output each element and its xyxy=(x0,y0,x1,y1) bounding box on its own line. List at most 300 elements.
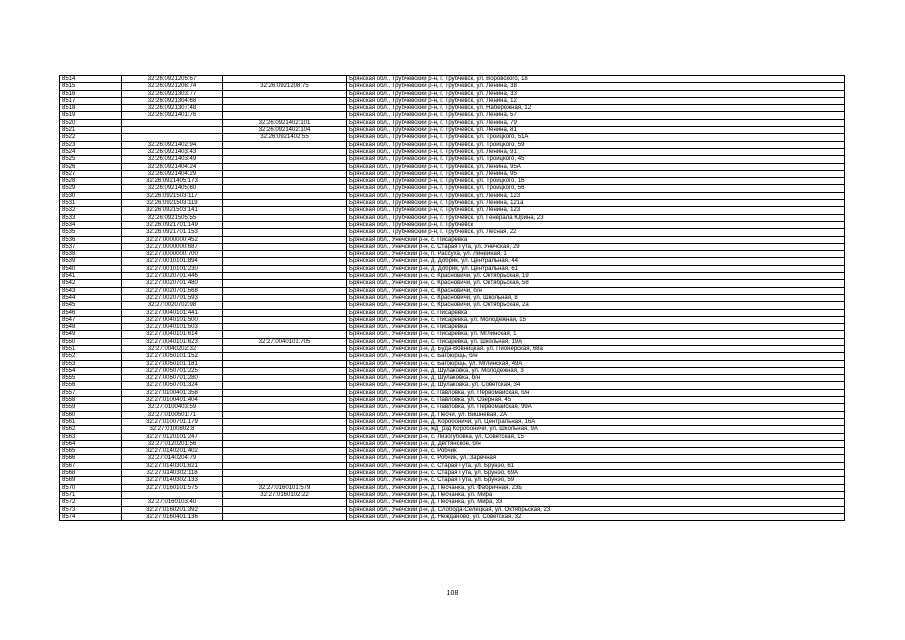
cadastral-number-cell: 32:26:0921503:141 xyxy=(122,207,223,214)
cadastral-number-cell: 32:27:0120101:247 xyxy=(122,433,223,440)
address-cell: Брянская обл., Унечский р-н, д. Шулаковка, ул. Советская, 34 xyxy=(347,382,845,389)
table-row xyxy=(60,214,845,221)
cadastral-number-cell xyxy=(122,127,223,134)
address-cell: Брянская обл., Унечский р-н, д. Песчанка, ул. Мира xyxy=(347,491,845,498)
table-row xyxy=(60,426,845,433)
row-number-cell: 8531 xyxy=(60,200,122,207)
related-cadastral-cell xyxy=(223,221,347,228)
table-row xyxy=(60,513,845,520)
related-cadastral-cell xyxy=(223,353,347,360)
table-row xyxy=(60,236,845,243)
related-cadastral-cell xyxy=(223,76,347,83)
registry-table xyxy=(59,75,845,521)
cadastral-number-cell: 32:26:0921503:119 xyxy=(122,200,223,207)
row-number-cell: 8524 xyxy=(60,148,122,155)
address-cell: Брянская обл., Унечский р-н, д. Песчанка, ул. Мира, 33 xyxy=(347,499,845,506)
related-cadastral-cell xyxy=(223,397,347,404)
cadastral-number-cell xyxy=(122,134,223,141)
row-number-cell: 8532 xyxy=(60,207,122,214)
address-cell: Брянская обл., Унечский р-н, д. Буда-Вовницкая, ул. Пионерская, 68а xyxy=(347,345,845,352)
related-cadastral-cell xyxy=(223,265,347,272)
table-row xyxy=(60,375,845,382)
related-cadastral-cell: 32:27:0040101:705 xyxy=(223,338,347,345)
address-cell: Брянская обл., Трубчевский р-н, г. Трубчевск, ул. Набережная, 12 xyxy=(347,105,845,112)
table-row xyxy=(60,207,845,214)
cadastral-number-cell: 32:27:0140301:621 xyxy=(122,462,223,469)
address-cell: Брянская обл., Трубчевский р-н, г. Трубчевск, ул. Ленина, 79 xyxy=(347,119,845,126)
row-number-cell: 8541 xyxy=(60,273,122,280)
cadastral-number-cell: 32:27:0050101:181 xyxy=(122,360,223,367)
related-cadastral-cell xyxy=(223,229,347,236)
table-row xyxy=(60,309,845,316)
related-cadastral-cell xyxy=(223,178,347,185)
address-cell: Брянская обл., Унечский р-н, с. Багоюрщь, б/н xyxy=(347,353,845,360)
related-cadastral-cell: 32:26:0921402:101 xyxy=(223,119,347,126)
table-row xyxy=(60,112,845,119)
cadastral-number-cell xyxy=(122,119,223,126)
row-number-cell: 8569 xyxy=(60,477,122,484)
address-cell: Брянская обл., Унечский р-н, с. Павловка, ул. Первомайская, 99А xyxy=(347,404,845,411)
table-row xyxy=(60,280,845,287)
row-number-cell: 8530 xyxy=(60,192,122,199)
row-number-cell: 8545 xyxy=(60,302,122,309)
related-cadastral-cell xyxy=(223,367,347,374)
cadastral-number-cell: 32:27:0100701:179 xyxy=(122,418,223,425)
related-cadastral-cell xyxy=(223,156,347,163)
row-number-cell: 8525 xyxy=(60,156,122,163)
related-cadastral-cell xyxy=(223,499,347,506)
table-row xyxy=(60,229,845,236)
related-cadastral-cell xyxy=(223,513,347,520)
table-row xyxy=(60,448,845,455)
cadastral-number-cell: 32:27:0040101:503 xyxy=(122,324,223,331)
row-number-cell: 8562 xyxy=(60,426,122,433)
address-cell: Брянская обл., Унечский р-н, д. Слобода-Селецкая, ул. Октябрьская, 23 xyxy=(347,506,845,513)
cadastral-number-cell: 32:26:0921404:24 xyxy=(122,163,223,170)
table-row xyxy=(60,418,845,425)
table-row xyxy=(60,265,845,272)
related-cadastral-cell xyxy=(223,287,347,294)
row-number-cell: 8558 xyxy=(60,397,122,404)
cadastral-number-cell: 32:26:0921403:49 xyxy=(122,156,223,163)
cadastral-number-cell: 32:26:0921304:68 xyxy=(122,97,223,104)
cadastral-number-cell: 32:27:0050101:152 xyxy=(122,353,223,360)
table-row xyxy=(60,506,845,513)
address-cell: Брянская обл., Унечский р-н, жд_рзд Коробоничи, ул. Школьная, 9А xyxy=(347,426,845,433)
row-number-cell: 8564 xyxy=(60,440,122,447)
address-cell: Брянская обл., Унечский р-н, с. Красновичи, ул. Октябрьская, 58 xyxy=(347,280,845,287)
address-cell: Брянская обл., Унечский р-н, с. Красновичи, б/н xyxy=(347,287,845,294)
related-cadastral-cell: 32:26:0921402:55 xyxy=(223,134,347,141)
cadastral-number-cell: 32:27:0160103:40 xyxy=(122,499,223,506)
related-cadastral-cell: 32:27:0160102:22 xyxy=(223,491,347,498)
cadastral-number-cell: 32:26:0921505:55 xyxy=(122,214,223,221)
row-number-cell: 8563 xyxy=(60,433,122,440)
cadastral-number-cell: 32:26:0921701:149 xyxy=(122,221,223,228)
address-cell: Брянская обл., Трубчевский р-н, г. Трубчевск, ул. Воровского, 18 xyxy=(347,76,845,83)
row-number-cell: 8572 xyxy=(60,499,122,506)
cadastral-number-cell: 32:27:0010101:894 xyxy=(122,258,223,265)
table-row xyxy=(60,440,845,447)
cadastral-number-cell xyxy=(122,491,223,498)
table-row xyxy=(60,251,845,258)
row-number-cell: 8533 xyxy=(60,214,122,221)
address-cell: Брянская обл., Унечский р-н, д. Добрик, ул. Центральная, 44 xyxy=(347,258,845,265)
related-cadastral-cell xyxy=(223,163,347,170)
row-number-cell: 8548 xyxy=(60,324,122,331)
table-row xyxy=(60,353,845,360)
table-row xyxy=(60,294,845,301)
row-number-cell: 8521 xyxy=(60,127,122,134)
row-number-cell: 8555 xyxy=(60,375,122,382)
related-cadastral-cell xyxy=(223,302,347,309)
related-cadastral-cell xyxy=(223,506,347,513)
related-cadastral-cell xyxy=(223,426,347,433)
address-cell: Брянская обл., Унечский р-н, с. Павловка, ул. Озерная, 45 xyxy=(347,397,845,404)
table-row xyxy=(60,331,845,338)
cadastral-number-cell: 32:26:0921405:173 xyxy=(122,178,223,185)
table-row xyxy=(60,477,845,484)
address-cell: Брянская обл., Унечский р-н, с. Лизогубовка, ул. Советская, 15 xyxy=(347,433,845,440)
address-cell: Брянская обл., Унечский р-н, с. Красновичи, ул. Октябрьская, 2а xyxy=(347,302,845,309)
related-cadastral-cell xyxy=(223,411,347,418)
row-number-cell: 8539 xyxy=(60,258,122,265)
address-cell: Брянская обл., Трубчевский р-н, г. Трубчевск, ул. Ленина, 57 xyxy=(347,112,845,119)
table-row xyxy=(60,470,845,477)
cadastral-number-cell: 32:27:0140204:79 xyxy=(122,455,223,462)
related-cadastral-cell xyxy=(223,243,347,250)
row-number-cell: 8543 xyxy=(60,287,122,294)
cadastral-number-cell: 32:27:0000000:700 xyxy=(122,251,223,258)
row-number-cell: 8522 xyxy=(60,134,122,141)
cadastral-number-cell: 32:27:0000000:687 xyxy=(122,243,223,250)
row-number-cell: 8540 xyxy=(60,265,122,272)
row-number-cell: 8528 xyxy=(60,178,122,185)
related-cadastral-cell xyxy=(223,214,347,221)
row-number-cell: 8517 xyxy=(60,97,122,104)
address-cell: Брянская обл., Трубчевский р-н, г. Трубчевск, ул. Ленина, 33 xyxy=(347,90,845,97)
cadastral-number-cell: 32:27:0100403:59 xyxy=(122,404,223,411)
cadastral-number-cell: 32:26:0921404:29 xyxy=(122,170,223,177)
address-cell: Брянская обл., Унечский р-н, п. Рассуха, ул. Линейная, 1 xyxy=(347,251,845,258)
row-number-cell: 8567 xyxy=(60,462,122,469)
cadastral-number-cell: 32:27:0140302:133 xyxy=(122,477,223,484)
table-row xyxy=(60,491,845,498)
address-cell: Брянская обл., Унечский р-н, д. Шулаковка, б/н xyxy=(347,375,845,382)
table-row xyxy=(60,127,845,134)
table-row xyxy=(60,170,845,177)
table-row xyxy=(60,185,845,192)
related-cadastral-cell xyxy=(223,440,347,447)
row-number-cell: 8568 xyxy=(60,470,122,477)
cadastral-number-cell: 32:27:0120201:56 xyxy=(122,440,223,447)
row-number-cell: 8527 xyxy=(60,170,122,177)
row-number-cell: 8553 xyxy=(60,360,122,367)
address-cell: Брянская обл., Трубчевский р-н, г. Трубчевск, ул. Ленина, 95А xyxy=(347,163,845,170)
table-row xyxy=(60,156,845,163)
row-number-cell: 8547 xyxy=(60,316,122,323)
cadastral-number-cell: 32:27:0040101:614 xyxy=(122,331,223,338)
address-cell: Брянская обл., Унечский р-н, с. Старая Гута, ул. Брунэо, 69А xyxy=(347,470,845,477)
cadastral-number-cell: 32:27:0140302:118 xyxy=(122,470,223,477)
table-row xyxy=(60,433,845,440)
address-cell: Брянская обл., Унечский р-н, д. Песчи, ул. Вишневая, 2А xyxy=(347,411,845,418)
related-cadastral-cell xyxy=(223,389,347,396)
table-row xyxy=(60,382,845,389)
related-cadastral-cell xyxy=(223,185,347,192)
related-cadastral-cell xyxy=(223,170,347,177)
address-cell: Брянская обл., Унечский р-н, с. Павловка, ул. Первомайская, б/н xyxy=(347,389,845,396)
related-cadastral-cell xyxy=(223,251,347,258)
related-cadastral-cell xyxy=(223,382,347,389)
address-cell: Брянская обл., Трубчевский р-н, г. Трубчевск xyxy=(347,221,845,228)
row-number-cell: 8518 xyxy=(60,105,122,112)
cadastral-number-cell: 32:26:0921402:94 xyxy=(122,141,223,148)
address-cell: Брянская обл., Трубчевский р-н, г. Трубчевск, ул. Ленина, 123 xyxy=(347,192,845,199)
cadastral-number-cell: 32:27:0020702:98 xyxy=(122,302,223,309)
table-row xyxy=(60,389,845,396)
address-cell: Брянская обл., Трубчевский р-н, г. Трубчевск, ул. Троицкого, 45 xyxy=(347,156,845,163)
row-number-cell: 8534 xyxy=(60,221,122,228)
table-row xyxy=(60,499,845,506)
address-cell: Брянская обл., Унечский р-н, с. Писаревка, ул. Школьная, 19А xyxy=(347,338,845,345)
related-cadastral-cell xyxy=(223,309,347,316)
row-number-cell: 8566 xyxy=(60,455,122,462)
related-cadastral-cell xyxy=(223,477,347,484)
address-cell: Брянская обл., Унечский р-н, с. Робчик, ул. Заречная xyxy=(347,455,845,462)
cadastral-number-cell: 32:27:0050701:324 xyxy=(122,382,223,389)
cadastral-number-cell: 32:26:0921205:67 xyxy=(122,76,223,83)
row-number-cell: 8544 xyxy=(60,294,122,301)
table-row xyxy=(60,338,845,345)
table-row xyxy=(60,484,845,491)
related-cadastral-cell xyxy=(223,148,347,155)
cadastral-number-cell: 32:27:0100802:8 xyxy=(122,426,223,433)
row-number-cell: 8523 xyxy=(60,141,122,148)
cadastral-number-cell: 32:27:0040202:32 xyxy=(122,345,223,352)
table-row xyxy=(60,200,845,207)
cadastral-number-cell: 32:26:0921208:74 xyxy=(122,83,223,90)
address-cell: Брянская обл., Трубчевский р-н, г. Трубчевск, ул. Ленина, 121а xyxy=(347,200,845,207)
table-row xyxy=(60,287,845,294)
address-cell: Брянская обл., Унечский р-н, с. Писаревка xyxy=(347,309,845,316)
row-number-cell: 8537 xyxy=(60,243,122,250)
page-number: 108 xyxy=(446,590,459,597)
table-row xyxy=(60,90,845,97)
row-number-cell: 8535 xyxy=(60,229,122,236)
cadastral-number-cell: 32:27:0050701:225 xyxy=(122,367,223,374)
related-cadastral-cell xyxy=(223,331,347,338)
address-cell: Брянская обл., Трубчевский р-н, г. Трубчевск, ул. Ленина, 12 xyxy=(347,97,845,104)
related-cadastral-cell xyxy=(223,200,347,207)
cadastral-number-cell: 32:27:0020701:593 xyxy=(122,294,223,301)
cadastral-number-cell: 32:27:0020701:446 xyxy=(122,273,223,280)
address-cell: Брянская обл., Унечский р-н, с. Красновичи, ул. Октябрьская, 19 xyxy=(347,273,845,280)
cadastral-number-cell: 32:26:0921401:76 xyxy=(122,112,223,119)
cadastral-number-cell: 32:26:0921701:153 xyxy=(122,229,223,236)
related-cadastral-cell xyxy=(223,105,347,112)
table-row xyxy=(60,345,845,352)
related-cadastral-cell xyxy=(223,273,347,280)
address-cell: Брянская обл., Унечский р-н, с. Багоюрщь, ул. Мглинская, 49А xyxy=(347,360,845,367)
related-cadastral-cell xyxy=(223,141,347,148)
related-cadastral-cell xyxy=(223,280,347,287)
address-cell: Брянская обл., Унечский р-н, д. Шулаковка, ул. Молодежная, 3 xyxy=(347,367,845,374)
table-row xyxy=(60,455,845,462)
address-cell: Брянская обл., Трубчевский р-н, г. Трубчевск, ул. Троицкого, 51А xyxy=(347,134,845,141)
registry-table-body xyxy=(60,76,845,521)
cadastral-number-cell: 32:27:0140201:402 xyxy=(122,448,223,455)
table-row xyxy=(60,141,845,148)
address-cell: Брянская обл., Унечский р-н, с. Писаревка xyxy=(347,324,845,331)
table-row xyxy=(60,119,845,126)
row-number-cell: 8554 xyxy=(60,367,122,374)
table-row xyxy=(60,462,845,469)
related-cadastral-cell xyxy=(223,112,347,119)
row-number-cell: 8515 xyxy=(60,83,122,90)
cadastral-number-cell: 32:27:0020701:480 xyxy=(122,280,223,287)
row-number-cell: 8549 xyxy=(60,331,122,338)
cadastral-number-cell: 32:27:0040101:500 xyxy=(122,316,223,323)
table-row xyxy=(60,97,845,104)
cadastral-number-cell: 32:26:0921303:77 xyxy=(122,90,223,97)
table-row xyxy=(60,243,845,250)
row-number-cell: 8546 xyxy=(60,309,122,316)
related-cadastral-cell xyxy=(223,345,347,352)
address-cell: Брянская обл., Унечский р-н, с. Писаревка, ул. Мглинская, 1 xyxy=(347,331,845,338)
table-row xyxy=(60,192,845,199)
cadastral-number-cell: 32:26:0921403:43 xyxy=(122,148,223,155)
row-number-cell: 8552 xyxy=(60,353,122,360)
table-row xyxy=(60,324,845,331)
row-number-cell: 8556 xyxy=(60,382,122,389)
address-cell: Брянская обл., Унечский р-н, с. Красновичи, ул. Школьная, 8 xyxy=(347,294,845,301)
row-number-cell: 8526 xyxy=(60,163,122,170)
row-number-cell: 8520 xyxy=(60,119,122,126)
row-number-cell: 8574 xyxy=(60,513,122,520)
related-cadastral-cell xyxy=(223,455,347,462)
related-cadastral-cell xyxy=(223,192,347,199)
related-cadastral-cell xyxy=(223,448,347,455)
row-number-cell: 8561 xyxy=(60,418,122,425)
address-cell: Брянская обл., Унечский р-н, с. Старая Гута, ул. Брунэо, 59 xyxy=(347,477,845,484)
address-cell: Брянская обл., Унечский р-н, с. Старая Гута, ул. Унечская, 29 xyxy=(347,243,845,250)
table-row xyxy=(60,360,845,367)
address-cell: Брянская обл., Унечский р-н, д. Песчанка, ул. Фабричная, 23Б xyxy=(347,484,845,491)
related-cadastral-cell xyxy=(223,294,347,301)
related-cadastral-cell xyxy=(223,462,347,469)
cadastral-number-cell: 32:27:0040101:441 xyxy=(122,309,223,316)
address-cell: Брянская обл., Унечский р-н, с. Писаревка xyxy=(347,236,845,243)
row-number-cell: 8570 xyxy=(60,484,122,491)
row-number-cell: 8519 xyxy=(60,112,122,119)
table-row xyxy=(60,76,845,83)
related-cadastral-cell xyxy=(223,404,347,411)
table-row xyxy=(60,273,845,280)
address-cell: Брянская обл., Трубчевский р-н, г. Трубчевск, ул. Троицкого, 59 xyxy=(347,141,845,148)
address-cell: Брянская обл., Трубчевский р-н, г. Трубчевск, ул. Ленина, 91 xyxy=(347,148,845,155)
related-cadastral-cell: 32:26:0921402:104 xyxy=(223,127,347,134)
table-row xyxy=(60,148,845,155)
address-cell: Брянская обл., Трубчевский р-н, г. Трубчевск, ул. Генерала Юрина, 23 xyxy=(347,214,845,221)
row-number-cell: 8559 xyxy=(60,404,122,411)
address-cell: Брянская обл., Трубчевский р-н, г. Трубчевск, ул. Лесная, 22 xyxy=(347,229,845,236)
table-row xyxy=(60,83,845,90)
address-cell: Брянская обл., Трубчевский р-н, г. Трубчевск, ул. Ленина, 38 xyxy=(347,83,845,90)
address-cell: Брянская обл., Трубчевский р-н, г. Трубчевск, ул. Ленина, 81 xyxy=(347,127,845,134)
table-row xyxy=(60,178,845,185)
related-cadastral-cell xyxy=(223,90,347,97)
cadastral-number-cell: 32:27:0050701:280 xyxy=(122,375,223,382)
related-cadastral-cell xyxy=(223,360,347,367)
related-cadastral-cell xyxy=(223,316,347,323)
cadastral-number-cell: 32:26:0921503:117 xyxy=(122,192,223,199)
related-cadastral-cell xyxy=(223,375,347,382)
address-cell: Брянская обл., Унечский р-н, с. Старая Гута, ул. Брунэо, 61 xyxy=(347,462,845,469)
table-row xyxy=(60,163,845,170)
cadastral-number-cell: 32:27:0160201:392 xyxy=(122,506,223,513)
cadastral-number-cell: 32:27:0040101:623 xyxy=(122,338,223,345)
address-cell: Брянская обл., Трубчевский р-н, г. Трубчевск, ул. Троицкого, 56 xyxy=(347,185,845,192)
address-cell: Брянская обл., Унечский р-н, д. Нежданово, ул. Советская, 32 xyxy=(347,513,845,520)
cadastral-number-cell: 32:27:0100501:71 xyxy=(122,411,223,418)
row-number-cell: 8542 xyxy=(60,280,122,287)
row-number-cell: 8557 xyxy=(60,389,122,396)
related-cadastral-cell xyxy=(223,418,347,425)
cadastral-number-cell: 32:27:0160101:575 xyxy=(122,484,223,491)
related-cadastral-cell xyxy=(223,97,347,104)
cadastral-number-cell: 32:26:0921307:48 xyxy=(122,105,223,112)
table-row xyxy=(60,105,845,112)
row-number-cell: 8529 xyxy=(60,185,122,192)
row-number-cell: 8536 xyxy=(60,236,122,243)
row-number-cell: 8571 xyxy=(60,491,122,498)
address-cell: Брянская обл., Унечский р-н, д. Добрик, ул. Центральная, 61 xyxy=(347,265,845,272)
cadastral-number-cell: 32:27:0020701:568 xyxy=(122,287,223,294)
related-cadastral-cell xyxy=(223,207,347,214)
related-cadastral-cell xyxy=(223,324,347,331)
row-number-cell: 8538 xyxy=(60,251,122,258)
address-cell: Брянская обл., Трубчевский р-н, г. Трубчевск, ул. Ленина, 123 xyxy=(347,207,845,214)
related-cadastral-cell: 32:26:0921208:75 xyxy=(223,83,347,90)
row-number-cell: 8560 xyxy=(60,411,122,418)
row-number-cell: 8550 xyxy=(60,338,122,345)
row-number-cell: 8573 xyxy=(60,506,122,513)
row-number-cell: 8514 xyxy=(60,76,122,83)
related-cadastral-cell xyxy=(223,433,347,440)
cadastral-number-cell: 32:27:0000000:452 xyxy=(122,236,223,243)
table-row xyxy=(60,367,845,374)
address-cell: Брянская обл., Трубчевский р-н, г. Трубчевск, ул. Ленина, 95 xyxy=(347,170,845,177)
table-row xyxy=(60,302,845,309)
cadastral-number-cell: 32:27:0100401:404 xyxy=(122,397,223,404)
related-cadastral-cell xyxy=(223,258,347,265)
row-number-cell: 8516 xyxy=(60,90,122,97)
row-number-cell: 8551 xyxy=(60,345,122,352)
address-cell: Брянская обл., Унечский р-н, с. Робчик xyxy=(347,448,845,455)
table-row xyxy=(60,221,845,228)
table-row xyxy=(60,404,845,411)
cadastral-number-cell: 32:27:0100401:358 xyxy=(122,389,223,396)
related-cadastral-cell: 32:27:0160101:579 xyxy=(223,484,347,491)
address-cell: Брянская обл., Унечский р-н, с. Писаревка, ул. Молодежная, 15 xyxy=(347,316,845,323)
row-number-cell: 8565 xyxy=(60,448,122,455)
cadastral-number-cell: 32:26:0921405:60 xyxy=(122,185,223,192)
address-cell: Брянская обл., Унечский р-н, д. Дегтянское, б/н xyxy=(347,440,845,447)
table-row xyxy=(60,258,845,265)
address-cell: Брянская обл., Трубчевский р-н, г. Трубчевск, ул. Троицкого, 16 xyxy=(347,178,845,185)
related-cadastral-cell xyxy=(223,470,347,477)
